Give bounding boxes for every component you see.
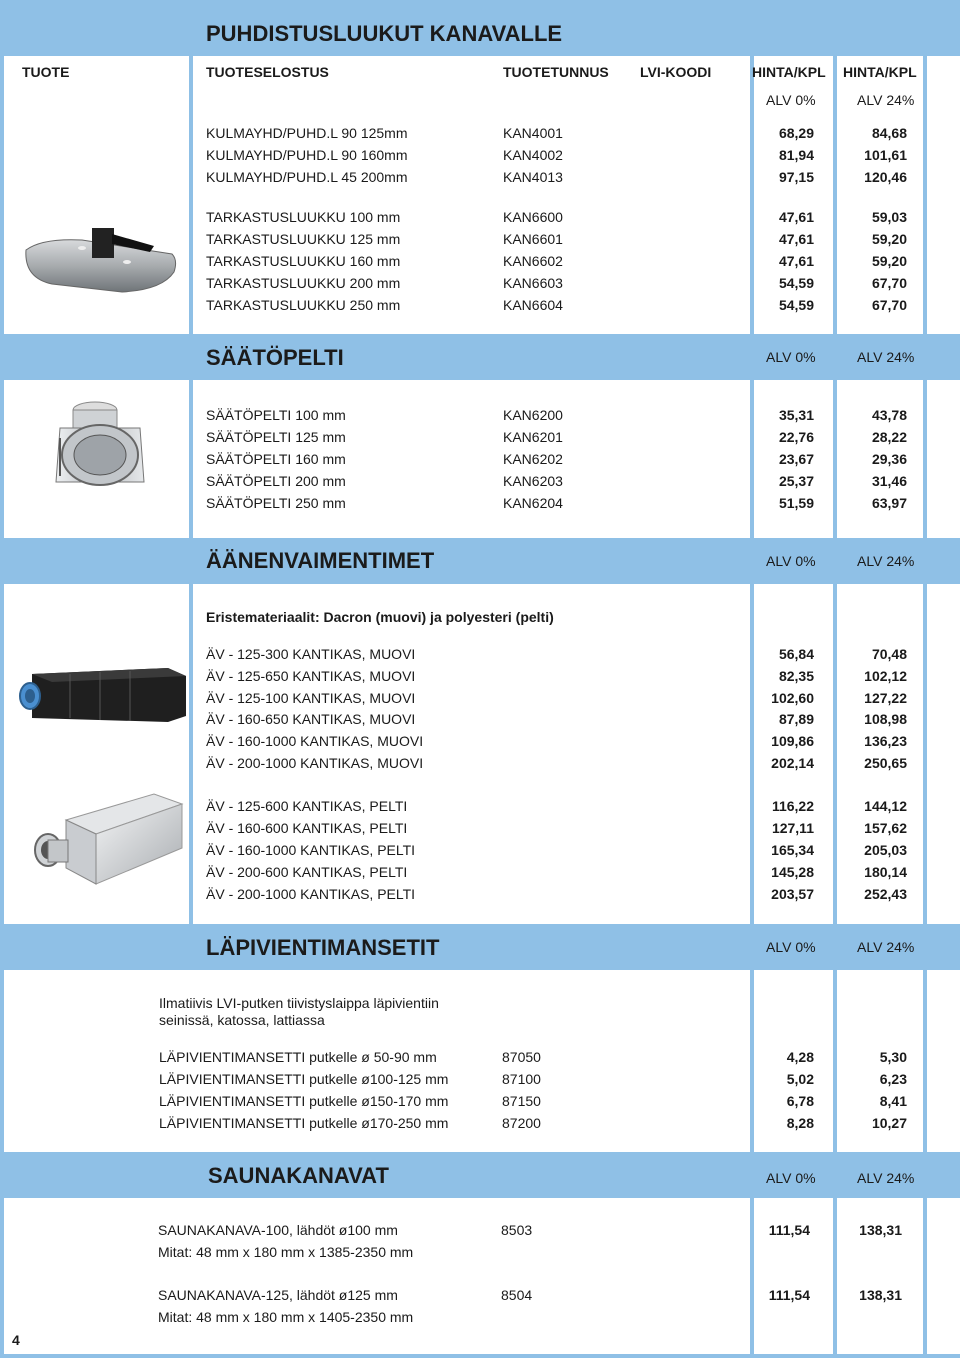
table-row-price-alv24: 67,70 [871,275,907,291]
table-row-price-alv24: 144,12 [864,798,907,814]
table-row-price-alv0: 8,28 [786,1115,814,1131]
table-row-code: KAN6201 [503,429,563,445]
table-row-code: KAN6204 [503,495,563,511]
table-row-price-alv0: 56,84 [778,646,814,662]
frame-line-left-overlay [0,970,4,1152]
table-row-price-alv0: 68,29 [778,125,814,141]
table-row-desc: SÄÄTÖPELTI 160 mm [206,451,346,467]
table-row-desc: ÄV - 200-1000 KANTIKAS, PELTI [206,886,416,902]
table-row-price-alv0: 97,15 [778,169,814,185]
table-row-price-alv0: 102,60 [771,690,814,706]
table-row-price-alv0: 111,54 [768,1222,810,1238]
table-row-price-alv24: 6,23 [879,1071,907,1087]
table-row-price-alv24: 31,46 [871,473,907,489]
section-alv24: ALV 24% [857,1170,915,1186]
lapivienti-intro-line2: seinissä, katossa, lattiassa [159,1012,325,1028]
table-row-price-alv0: 6,78 [786,1093,814,1109]
col-header-tuoteselostus: TUOTESELOSTUS [206,64,329,80]
section-alv0: ALV 0% [766,939,816,955]
table-row-code: KAN6603 [503,275,563,291]
table-row-price-alv24: 138,31 [859,1287,902,1303]
table-row-desc: SÄÄTÖPELTI 250 mm [206,495,346,511]
table-row-desc: ÄV - 125-100 KANTIKAS, MUOVI [206,690,416,706]
section-band-saunakanavat [0,1152,960,1198]
table-row-code: 8504 [501,1287,533,1303]
table-row-price-alv0: 127,11 [771,820,814,836]
table-row-code: KAN6203 [503,473,563,489]
section-alv0: ALV 0% [766,349,816,365]
frame-line-col3-overlay-2 [833,1198,837,1354]
table-row-desc: LÄPIVIENTIMANSETTI putkelle ø100-125 mm [159,1071,449,1087]
table-row-price-alv24: 180,14 [864,864,907,880]
table-row-price-alv24: 59,20 [871,253,907,269]
table-row-price-alv24: 28,22 [871,429,907,445]
table-row-code: KAN6200 [503,407,563,423]
table-row-price-alv24: 250,65 [864,755,907,771]
table-row-price-alv24: 67,70 [871,297,907,313]
table-row-price-alv24: 205,03 [864,842,907,858]
section-alv24: ALV 24% [857,553,915,569]
table-row-code: KAN6202 [503,451,563,467]
table-row-price-alv0: 165,34 [771,842,814,858]
lapivienti-body [4,970,923,1152]
section-alv0: ALV 0% [766,1170,816,1186]
metal-silencer-image [26,790,186,890]
table-row-price-alv24: 120,46 [864,169,907,185]
table-row-desc: ÄV - 160-650 KANTIKAS, MUOVI [206,711,416,727]
table-row-price-alv0: 47,61 [778,253,814,269]
table-row-price-alv0: 5,02 [786,1071,814,1087]
damper-image [40,398,160,496]
table-row-price-alv24: 102,12 [864,668,907,684]
table-row-price-alv0: 35,31 [778,407,814,423]
table-row-desc: SAUNAKANAVA-100, lähdöt ø100 mm [158,1222,398,1238]
table-row-price-alv24: 8,41 [879,1093,907,1109]
table-row-price-alv24: 59,03 [871,209,907,225]
table-row-desc: KULMAYHD/PUHD.L 90 160mm [206,147,408,163]
inspection-hatch-image [22,220,180,302]
section-title-lapivienti: LÄPIVIENTIMANSETIT [206,935,440,960]
table-row-code: 87200 [502,1115,541,1131]
table-row-price-alv24: 136,23 [864,733,907,749]
page-number: 4 [12,1332,20,1348]
table-row-code: 8503 [501,1222,533,1238]
frame-line-left-overlay-2 [0,1198,4,1354]
table-row-price-alv24: 101,61 [864,147,907,163]
table-row-desc: TARKASTUSLUUKKU 250 mm [206,297,401,313]
col-header-hinta-alv24: HINTA/KPL [843,64,917,80]
frame-line-col2-overlay-2 [750,1198,754,1354]
table-row-price-alv0: 202,14 [771,755,814,771]
table-row-desc: ÄV - 160-1000 KANTIKAS, PELTI [206,842,416,858]
table-row-price-alv24: 43,78 [871,407,907,423]
table-row-price-alv0: 82,35 [778,668,814,684]
frame-line-col3-overlay [833,970,837,1152]
table-row-price-alv0: 51,59 [778,495,814,511]
section-band-aanenvaimentimet [0,538,960,584]
table-row-desc: ÄV - 125-600 KANTIKAS, PELTI [206,798,408,814]
col-header-tuote: TUOTE [22,64,70,80]
table-row-price-alv0: 87,89 [778,711,814,727]
table-row-sub: Mitat: 48 mm x 180 mm x 1385-2350 mm [158,1244,414,1260]
table-row-price-alv24: 10,27 [871,1115,907,1131]
table-row-desc: TARKASTUSLUUKKU 160 mm [206,253,401,269]
table-row-price-alv24: 252,43 [864,886,907,902]
section-title-saatopelti: SÄÄTÖPELTI [206,345,344,370]
col-header-alv0: ALV 0% [766,92,816,108]
table-row-price-alv0: 109,86 [771,733,814,749]
table-row-desc: LÄPIVIENTIMANSETTI putkelle ø170-250 mm [159,1115,449,1131]
table-row-price-alv0: 116,22 [771,798,814,814]
section-band-lapivienti [0,924,960,970]
section-title-saunakanavat: SAUNAKANAVAT [208,1163,389,1188]
table-row-code: KAN4001 [503,125,563,141]
table-row-desc: TARKASTUSLUUKKU 125 mm [206,231,401,247]
frame-line-col2-overlay [750,970,754,1152]
table-row-code: 87100 [502,1071,541,1087]
table-row-price-alv24: 108,98 [864,711,907,727]
table-row-price-alv0: 25,37 [778,473,814,489]
table-row-desc: SÄÄTÖPELTI 200 mm [206,473,346,489]
table-row-price-alv24: 59,20 [871,231,907,247]
table-row-price-alv24: 157,62 [864,820,907,836]
table-row-desc: LÄPIVIENTIMANSETTI putkelle ø 50-90 mm [159,1049,437,1065]
table-row-desc: LÄPIVIENTIMANSETTI putkelle ø150-170 mm [159,1093,449,1109]
col-header-alv24: ALV 24% [857,92,915,108]
table-row-code: KAN6602 [503,253,563,269]
table-row-price-alv24: 29,36 [871,451,907,467]
table-row-desc: ÄV - 200-600 KANTIKAS, PELTI [206,864,408,880]
col-header-hinta-alv0: HINTA/KPL [752,64,826,80]
table-row-desc: SAUNAKANAVA-125, lähdöt ø125 mm [158,1287,398,1303]
frame-line-right-overlay-2 [923,1198,927,1354]
table-row-price-alv0: 203,57 [771,886,814,902]
table-row-code: KAN4013 [503,169,563,185]
table-row-price-alv0: 47,61 [778,209,814,225]
table-row-desc: ÄV - 160-600 KANTIKAS, PELTI [206,820,408,836]
table-row-desc: TARKASTUSLUUKKU 200 mm [206,275,401,291]
table-row-desc: ÄV - 200-1000 KANTIKAS, MUOVI [206,755,424,771]
table-row-price-alv0: 23,67 [778,451,814,467]
section-band-saatopelti [0,334,960,380]
table-row-desc: KULMAYHD/PUHD.L 90 125mm [206,125,408,141]
table-row-desc: TARKASTUSLUUKKU 100 mm [206,209,401,225]
table-row-desc: SÄÄTÖPELTI 100 mm [206,407,346,423]
plastic-silencer-image [18,660,190,726]
table-row-code: KAN4002 [503,147,563,163]
section-alv0: ALV 0% [766,553,816,569]
page-title: PUHDISTUSLUUKUT KANAVALLE [206,21,563,46]
table-row-price-alv0: 22,76 [778,429,814,445]
table-row-code: KAN6601 [503,231,563,247]
bottom-bar [0,1354,960,1358]
col-header-lvi-koodi: LVI-KOODI [640,64,712,80]
table-row-code: KAN6604 [503,297,563,313]
table-row-price-alv24: 138,31 [859,1222,902,1238]
table-row-price-alv0: 81,94 [778,147,814,163]
table-row-price-alv0: 54,59 [778,275,814,291]
table-row-price-alv24: 84,68 [871,125,907,141]
table-row-desc: KULMAYHD/PUHD.L 45 200mm [206,169,408,185]
table-row-price-alv24: 5,30 [879,1049,907,1065]
table-row-code: KAN6600 [503,209,563,225]
table-row-price-alv0: 145,28 [771,864,814,880]
table-row-price-alv0: 4,28 [786,1049,814,1065]
frame-line-right-overlay [923,970,927,1152]
table-row-desc: ÄV - 125-650 KANTIKAS, MUOVI [206,668,416,684]
col-header-tuotetunnus: TUOTETUNNUS [503,64,609,80]
material-note: Eristemateriaalit: Dacron (muovi) ja polyesteri (pelti) [206,609,554,625]
table-row-price-alv24: 70,48 [871,646,907,662]
table-row-price-alv0: 54,59 [778,297,814,313]
table-row-desc: ÄV - 160-1000 KANTIKAS, MUOVI [206,733,424,749]
table-row-desc: SÄÄTÖPELTI 125 mm [206,429,346,445]
table-row-price-alv0: 47,61 [778,231,814,247]
table-row-price-alv24: 63,97 [871,495,907,511]
section-alv24: ALV 24% [857,939,915,955]
table-row-price-alv0: 111,54 [768,1287,810,1303]
section-alv24: ALV 24% [857,349,915,365]
table-row-code: 87050 [502,1049,541,1065]
section-title-aanenvaimentimet: ÄÄNENVAIMENTIMET [206,548,435,573]
lapivienti-intro-line1: Ilmatiivis LVI-putken tiivistyslaippa läpivientiin [159,995,439,1011]
table-row-desc: ÄV - 125-300 KANTIKAS, MUOVI [206,646,416,662]
table-row-code: 87150 [502,1093,541,1109]
table-row-sub: Mitat: 48 mm x 180 mm x 1405-2350 mm [158,1309,414,1325]
table-row-price-alv24: 127,22 [864,690,907,706]
